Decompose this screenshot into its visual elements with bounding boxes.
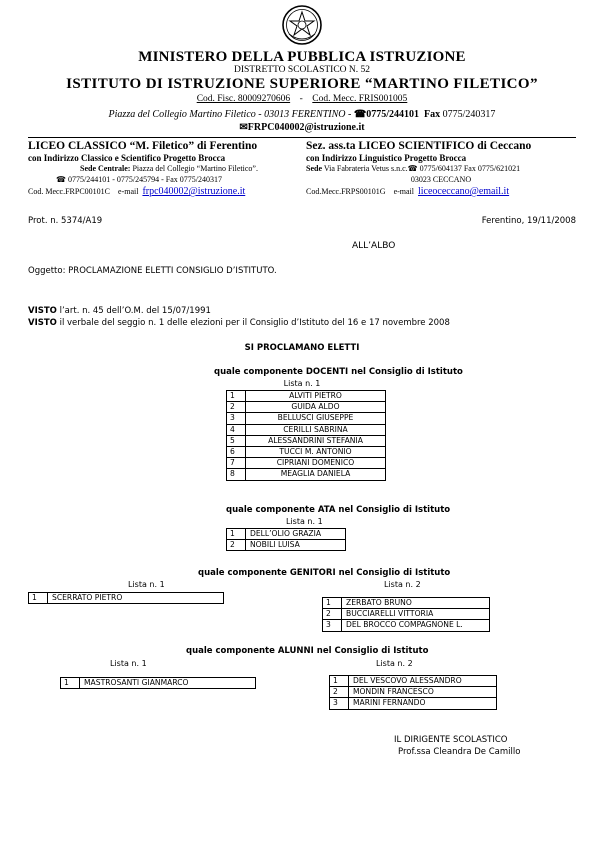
left-mecc: Cod. Mecc.FRPC00101C	[28, 187, 111, 196]
elected-name: DEL VESCOVO ALESSANDRO	[349, 676, 497, 687]
elected-name: MASTROSANTI GIANMARCO	[80, 678, 256, 689]
right-school-block	[306, 140, 576, 198]
cod-fisc: Cod. Fisc. 80009270606	[196, 94, 291, 104]
signature-name: Prof.ssa Cleandra De Camillo	[398, 747, 521, 757]
institute-title: ISTITUTO DI ISTRUZIONE SUPERIORE “MARTINO FILETICO”	[66, 76, 538, 92]
institute-address	[0, 109, 604, 120]
docenti-heading: quale componente DOCENTI nel Consiglio di Istituto	[214, 367, 463, 377]
elected-name: MEAGLIA DANIELA	[246, 469, 386, 480]
elected-name: CERILLI SABRINA	[246, 424, 386, 435]
right-school-mecc-row	[306, 187, 576, 198]
left-school-title: LICEO CLASSICO “M. Filetico” di Ferentino	[28, 140, 258, 152]
table-row	[227, 447, 386, 458]
elected-name: SCERRATO PIETRO	[48, 593, 224, 604]
institute-email: ✉FRPC040002@istruzione.it	[239, 122, 365, 133]
genitori-list-1-table	[28, 592, 224, 604]
visto-2-label: VISTO	[28, 318, 57, 328]
visto-1-text: l’art. n. 45 dell’O.M. del 15/07/1991	[59, 306, 211, 316]
phone-number: ☎0775/244101	[353, 109, 420, 120]
left-school-block	[28, 140, 300, 198]
cod-mecc: Cod. Mecc. FRIS001005	[312, 94, 408, 104]
institute-codes	[0, 94, 604, 104]
visto-1-label: VISTO	[28, 306, 57, 316]
ata-list-label: Lista n. 1	[286, 517, 323, 526]
row-number: 7	[227, 458, 246, 469]
row-number: 2	[227, 402, 246, 413]
table-row	[323, 598, 490, 609]
alunni-list-1-table	[60, 677, 256, 689]
left-school-subtitle: con Indirizzo Classico e Scientifico Progetto Brocca	[28, 153, 226, 163]
visto-line-2	[28, 318, 450, 328]
row-number: 1	[330, 676, 349, 687]
row-number: 4	[227, 424, 246, 435]
row-number: 2	[330, 687, 349, 698]
alunni-list-2-table	[329, 675, 497, 710]
header-divider	[28, 137, 576, 138]
alunni-heading: quale componente ALUNNI nel Consiglio di Istituto	[186, 646, 429, 656]
elected-name: GUIDA ALDO	[246, 402, 386, 413]
row-number: 6	[227, 447, 246, 458]
row-number: 5	[227, 435, 246, 446]
right-sede-text: Via Fabrateria Vetus s.n.c.☎ 0775/604137 Fax 0775/621021	[323, 164, 521, 173]
left-email-link[interactable]: frpc040002@istruzione.it	[142, 186, 246, 197]
protocol-number: Prot. n. 5374/A19	[28, 216, 103, 226]
proclaim-heading: SI PROCLAMANO ELETTI	[244, 343, 360, 353]
row-number: 1	[61, 678, 80, 689]
genitori-heading: quale componente GENITORI nel Consiglio di Istituto	[198, 568, 451, 578]
ministry-title: MINISTERO DELLA PUBBLICA ISTRUZIONE	[138, 49, 466, 65]
table-row	[323, 609, 490, 620]
alunni-list-1-label: Lista n. 1	[110, 659, 147, 668]
row-number: 1	[227, 391, 246, 402]
row-number: 2	[323, 609, 342, 620]
right-school-subtitle: con Indirizzo Linguistico Progetto Brocca	[306, 153, 467, 163]
subject-line	[28, 266, 277, 276]
table-row	[330, 687, 497, 698]
elected-name: NOBILI LUISA	[246, 540, 346, 551]
codes-separator: -	[299, 94, 303, 104]
table-row	[227, 529, 346, 540]
subject-text: PROCLAMAZIONE ELETTI CONSIGLIO D’ISTITUTO.	[68, 266, 277, 276]
elected-name: MARINI FERNANDO	[349, 698, 497, 709]
row-number: 1	[227, 529, 246, 540]
table-row	[227, 540, 346, 551]
district-label: DISTRETTO SCOLASTICO N. 52	[234, 65, 370, 75]
elected-name: DELL’OLIO GRAZIA	[246, 529, 346, 540]
left-sede-text: Piazza del Collegio “Martino Filetico”.	[132, 164, 258, 173]
right-mecc: Cod.Mecc.FRPS00101G	[306, 187, 386, 196]
elected-name: DEL BROCCO COMPAGNONE L.	[342, 620, 490, 631]
visto-2-text: il verbale del seggio n. 1 delle elezioni per il Consiglio d’Istituto del 16 e 17 novembre 2008	[59, 318, 450, 328]
address-text: Piazza del Collegio Martino Filetico - 03013 FERENTINO -	[108, 109, 354, 120]
recipient: ALL’ALBO	[352, 241, 396, 251]
row-number: 1	[323, 598, 342, 609]
elected-name: ALESSANDRINI STEFANIA	[246, 435, 386, 446]
left-sede-label: Sede Centrale:	[80, 164, 131, 173]
ata-heading: quale componente ATA nel Consiglio di Istituto	[226, 505, 451, 515]
table-row	[227, 413, 386, 424]
elected-name: MONDIN FRANCESCO	[349, 687, 497, 698]
fax-label: Fax	[424, 109, 441, 120]
row-number: 2	[227, 540, 246, 551]
genitori-list-2-label: Lista n. 2	[384, 580, 421, 589]
elected-name: BUCCIARELLI VITTORIA	[342, 609, 490, 620]
elected-name: TUCCI M. ANTONIO	[246, 447, 386, 458]
republic-emblem-icon	[281, 4, 323, 46]
place-date: Ferentino, 19/11/2008	[481, 216, 576, 226]
fax-number: 0775/240317	[442, 109, 496, 120]
table-row	[227, 402, 386, 413]
row-number: 3	[330, 698, 349, 709]
genitori-list-2-table	[322, 597, 490, 632]
right-school-city: 03023 CECCANO	[410, 174, 472, 184]
table-row	[61, 678, 256, 689]
row-number: 3	[227, 413, 246, 424]
left-email-label: e-mail	[118, 187, 139, 196]
signature-role: IL DIRIGENTE SCOLASTICO	[394, 735, 508, 745]
docenti-table	[226, 390, 386, 481]
elected-name: ZERBATO BRUNO	[342, 598, 490, 609]
left-school-sede	[28, 164, 300, 175]
elected-name: BELLUSCI GIUSEPPE	[246, 413, 386, 424]
ata-table	[226, 528, 346, 551]
right-school-title: Sez. ass.ta LICEO SCIENTIFICO di Ceccano	[306, 140, 532, 152]
table-row	[29, 593, 224, 604]
table-row	[330, 676, 497, 687]
right-sede-label: Sede	[306, 164, 322, 173]
right-email-link[interactable]: liceoceccano@email.it	[418, 186, 510, 197]
row-number: 3	[323, 620, 342, 631]
table-row	[323, 620, 490, 631]
elected-name: ALVITI PIETRO	[246, 391, 386, 402]
row-number: 8	[227, 469, 246, 480]
row-number: 1	[29, 593, 48, 604]
table-row	[227, 391, 386, 402]
table-row	[227, 435, 386, 446]
visto-line-1	[28, 306, 211, 316]
docenti-list-label: Lista n. 1	[283, 379, 321, 388]
genitori-list-1-label: Lista n. 1	[128, 580, 165, 589]
table-row	[227, 469, 386, 480]
alunni-list-2-label: Lista n. 2	[376, 659, 413, 668]
right-email-label: e-mail	[393, 187, 414, 196]
table-row	[330, 698, 497, 709]
table-row	[227, 458, 386, 469]
left-school-mecc-row	[28, 187, 300, 198]
table-row	[227, 424, 386, 435]
right-school-sede	[306, 164, 576, 175]
left-school-contacts: ☎ 0775/244101 - 0775/245794 - Fax 0775/240317	[56, 174, 222, 184]
elected-name: CIPRIANI DOMENICO	[246, 458, 386, 469]
subject-label: Oggetto:	[28, 266, 66, 276]
